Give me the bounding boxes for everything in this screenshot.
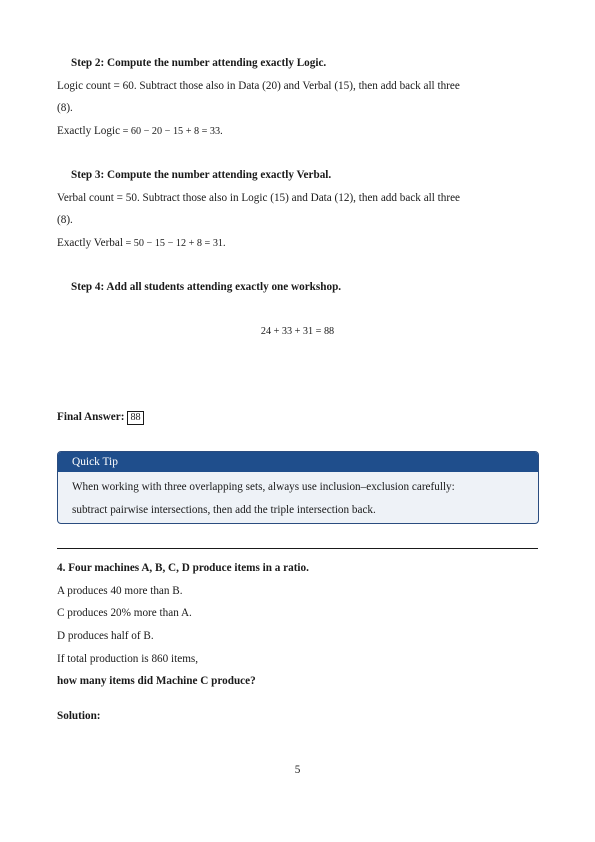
problem4-question: how many items did Machine C produce? — [57, 675, 256, 687]
step2-result-math: = 60 − 20 − 15 + 8 = 33. — [120, 126, 223, 137]
step4-heading: Step 4: Add all students attending exactly one workshop. — [71, 281, 342, 293]
step3-text-line1: Verbal count = 50. Subtract those also in Logic (15) and Data (12), then add back all three — [57, 192, 461, 204]
page-number: 5 — [294, 764, 301, 776]
final-answer-box: 88 — [127, 411, 143, 425]
final-answer — [57, 410, 144, 425]
quick-tip-title: Quick Tip — [58, 452, 538, 472]
quick-tip-box — [57, 451, 539, 524]
problem4-line: A produces 40 more than B. — [57, 585, 183, 597]
problem4-line: D produces half of B. — [57, 630, 154, 642]
step2-text-line2: (8). — [57, 102, 73, 114]
step4-equation: 24 + 33 + 31 = 88 — [260, 326, 335, 337]
problem4-line: If total production is 860 items, — [57, 653, 199, 665]
problem4-line: C produces 20% more than A. — [57, 607, 192, 619]
section-divider — [57, 548, 538, 549]
quick-tip-line1: When working with three overlapping sets, always use inclusion–exclusion carefully: — [72, 481, 455, 493]
step2-heading: Step 2: Compute the number attending exactly Logic. — [71, 57, 327, 69]
quick-tip-line2: subtract pairwise intersections, then add the triple intersection back. — [72, 504, 376, 516]
quick-tip-body — [58, 472, 538, 522]
step3-result-label: Exactly Verbal — [57, 237, 123, 249]
step3-heading: Step 3: Compute the number attending exactly Verbal. — [71, 169, 332, 181]
step3-text-line2: (8). — [57, 214, 73, 226]
step2-result — [57, 124, 223, 139]
problem4-heading: 4. Four machines A, B, C, D produce items in a ratio. — [57, 562, 309, 574]
step2-text-line1: Logic count = 60. Subtract those also in Data (20) and Verbal (15), then add back all three — [57, 80, 460, 92]
final-answer-label: Final Answer: — [57, 411, 125, 423]
step2-result-label: Exactly Logic — [57, 125, 121, 137]
step3-result — [57, 236, 226, 251]
solution-label: Solution: — [57, 710, 101, 722]
step3-result-math: = 50 − 15 − 12 + 8 = 31. — [122, 238, 226, 249]
